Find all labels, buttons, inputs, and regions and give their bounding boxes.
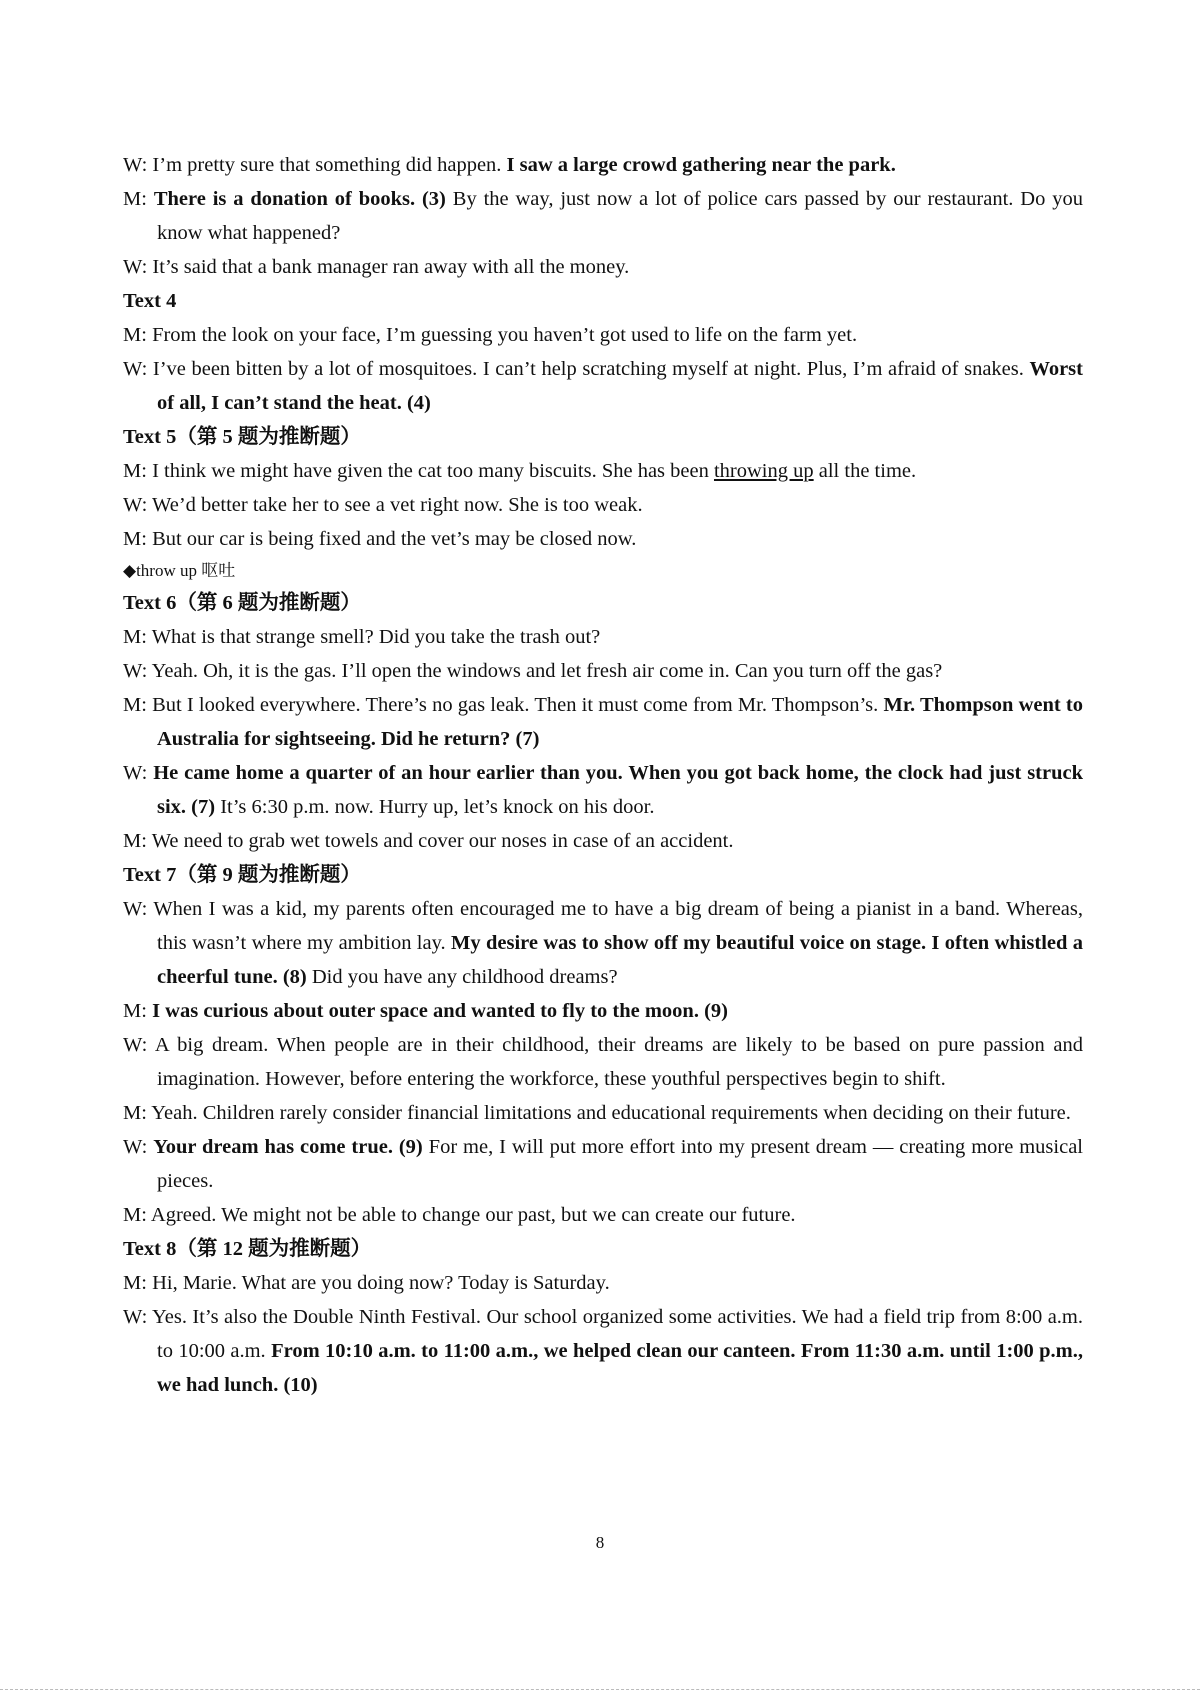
page-number: 8 [595, 1533, 605, 1552]
text-segment: We need to grab wet towels and cover our noses in case of an accident. [151, 830, 734, 852]
text-segment: From the look on your face, I’m guessing you haven’t got used to life on the farm yet. [152, 324, 858, 346]
text-segment: But I looked everywhere. There’s no gas leak. Then it must come from Mr. Thompson’s. [152, 694, 884, 716]
key-sentence: I saw a large crowd gathering near the park. [506, 154, 896, 176]
speaker-label: W: [123, 660, 152, 682]
section-heading [123, 586, 1083, 620]
speaker-label: M: [123, 1204, 151, 1226]
dialogue-line [123, 688, 1083, 756]
text-segment: Yeah. Oh, it is the gas. I’ll open the windows and let fresh air come in. Can you turn off the gas? [151, 660, 943, 682]
dialogue-line [123, 488, 1083, 522]
speaker-label: M: [123, 626, 152, 648]
text-segment: Agreed. We might not be able to change our past, but we can create our future. [150, 1204, 796, 1226]
dialogue-line [123, 1300, 1083, 1402]
speaker-label: M: [123, 528, 153, 550]
speaker-label: M: [123, 1102, 152, 1124]
dialogue-line [123, 1266, 1083, 1300]
text-segment: all the time. [813, 460, 917, 482]
text-segment: For me, I will put more effort into my present dream — creating more musical pieces. [157, 1136, 1083, 1192]
dialogue-line [123, 654, 1083, 688]
section-heading [123, 1232, 1083, 1266]
text-segment: Hi, Marie. What are you doing now? Today is Saturday. [152, 1272, 610, 1294]
dialogue-line [123, 454, 1083, 488]
key-sentence: Your dream has come true. (9) [153, 1136, 423, 1158]
key-sentence: He came home a quarter of an hour earlier than you. When you got back home, the clock had just struck six. (7) [153, 762, 1083, 818]
text-segment: But our car is being fixed and the vet’s may be closed now. [152, 528, 637, 550]
speaker-label: W: [123, 494, 153, 516]
speaker-label: M: [123, 1000, 153, 1022]
text-segment: When I was a kid, my parents often encouraged me to have a big dream of being a pianist in a band. Whereas, this wasn’t where my ambition lay. [153, 898, 1083, 954]
text-segment: Text 6（第 6 题为推断题） [123, 592, 361, 614]
dialogue-line [123, 1028, 1083, 1096]
speaker-label: M: [123, 694, 153, 716]
text-segment: By the way, just now a lot of police cars passed by our restaurant. Do you know what happened? [157, 188, 1083, 244]
text-segment: A big dream. When people are in their childhood, their dreams are likely to be based on pure passion and imagination. However, before entering the workforce, these youthful perspectives begin to shift. [154, 1034, 1084, 1090]
text-segment: ◆throw up 呕吐 [123, 561, 236, 580]
speaker-label: W: [123, 256, 153, 278]
text-segment: I’ve been bitten by a lot of mosquitoes. I can’t help scratching myself at night. Plus, I’m afraid of snakes. [152, 358, 1030, 380]
speaker-label: M: [123, 188, 154, 210]
dialogue-line [123, 1130, 1083, 1198]
key-sentence: My desire was to show off my beautiful voice on stage. I often whistled a cheerful tune. (8) [157, 932, 1084, 988]
section-heading [123, 858, 1083, 892]
dialogue-line [123, 756, 1083, 824]
text-segment: Yes. It’s also the Double Ninth Festival. Our school organized some activities. We had a field trip from 8:00 a.m. to 10:00 a.m. [151, 1306, 1083, 1362]
text-segment: It’s 6:30 p.m. now. Hurry up, let’s knock on his door. [215, 796, 655, 818]
speaker-label: W: [123, 898, 154, 920]
dialogue-line [123, 994, 1083, 1028]
speaker-label: W: [123, 762, 154, 784]
key-sentence: I was curious about outer space and wanted to fly to the moon. (9) [152, 1000, 728, 1022]
speaker-label: M: [123, 460, 153, 482]
key-sentence: From 10:10 a.m. to 11:00 a.m., we helped clean our canteen. From 11:30 a.m. until 1:00 p.m., we had lunch. (10) [157, 1340, 1084, 1396]
transcript [123, 148, 1083, 1402]
dialogue-line [123, 148, 1083, 182]
text-segment: I think we might have given the cat too many biscuits. She has been [152, 460, 714, 482]
key-sentence: Mr. Thompson went to Australia for sightseeing. Did he return? (7) [157, 694, 1083, 750]
dialogue-line [123, 522, 1083, 556]
dialogue-line [123, 352, 1083, 420]
key-sentence: Worst of all, I can’t stand the heat. (4) [157, 358, 1083, 414]
section-heading [123, 420, 1083, 454]
text-segment: We’d better take her to see a vet right now. She is too weak. [152, 494, 643, 516]
text-segment: It’s said that a bank manager ran away with all the money. [152, 256, 630, 278]
text-segment: What is that strange smell? Did you take the trash out? [151, 626, 601, 648]
key-sentence: There is a donation of books. (3) [153, 188, 446, 210]
dialogue-line [123, 1198, 1083, 1232]
text-segment: Text 5（第 5 题为推断题） [123, 426, 361, 448]
text-segment: I’m pretty sure that something did happen. [152, 154, 507, 176]
speaker-label: W: [123, 1306, 152, 1328]
text-segment: Text 4 [123, 290, 177, 312]
vocab-note [123, 556, 1083, 586]
text-segment: Yeah. Children rarely consider financial limitations and educational requirements when deciding on their future. [151, 1102, 1071, 1124]
speaker-label: W: [123, 1136, 154, 1158]
speaker-label: M: [123, 324, 153, 346]
dialogue-line [123, 892, 1083, 994]
speaker-label: W: [123, 1034, 155, 1056]
section-heading [123, 284, 1083, 318]
dialogue-line [123, 250, 1083, 284]
page-edge [0, 1689, 1200, 1690]
dialogue-line [123, 182, 1083, 250]
speaker-label: W: [123, 358, 153, 380]
speaker-label: W: [123, 154, 153, 176]
text-segment: Text 7（第 9 题为推断题） [123, 864, 361, 886]
dialogue-line [123, 318, 1083, 352]
text-segment: Text 8（第 12 题为推断题） [123, 1238, 372, 1260]
speaker-label: M: [123, 830, 152, 852]
dialogue-line [123, 1096, 1083, 1130]
vocab-term: throwing up [713, 460, 814, 482]
dialogue-line [123, 824, 1083, 858]
dialogue-line [123, 620, 1083, 654]
text-segment: Did you have any childhood dreams? [306, 966, 618, 988]
speaker-label: M: [123, 1272, 153, 1294]
